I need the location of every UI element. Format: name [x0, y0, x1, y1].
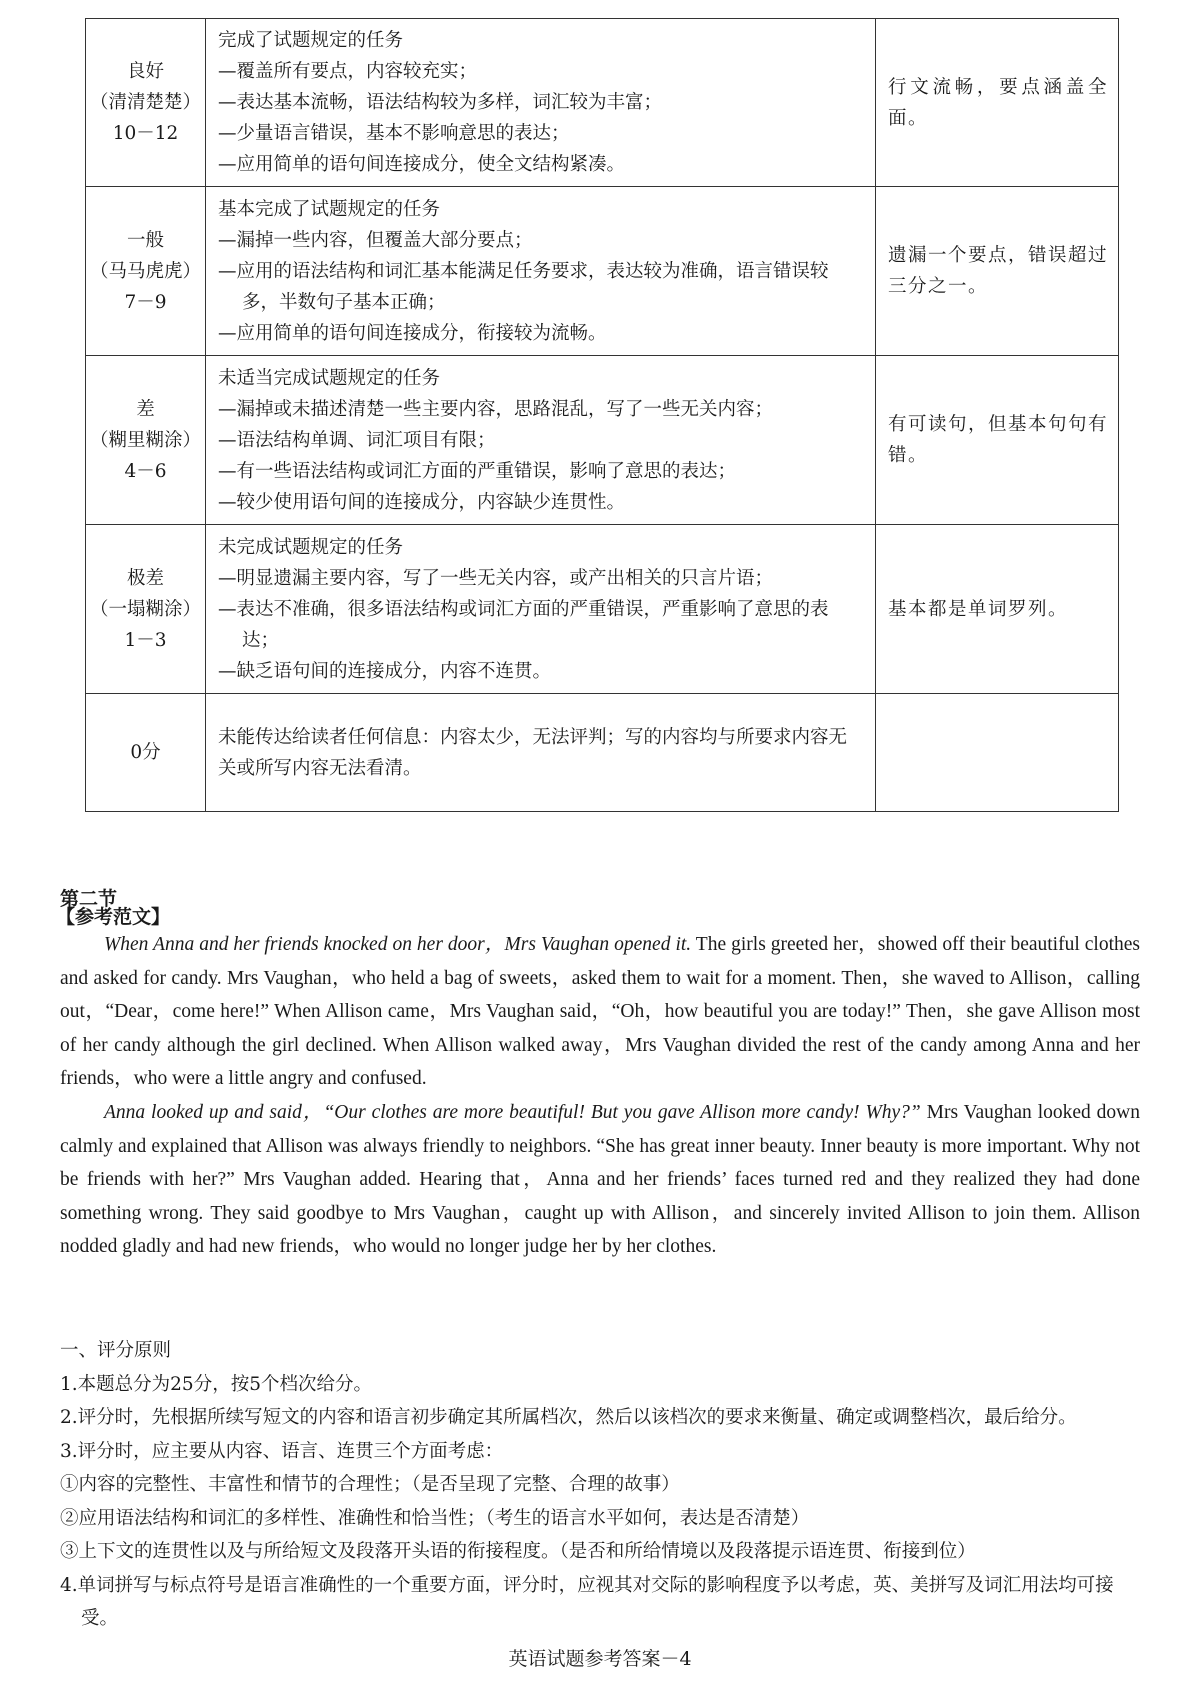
criteria-title: 未适当完成试题规定的任务 — [218, 367, 441, 389]
principle-subitem: ②应用语法结构和词汇的多样性、准确性和恰当性；（考生的语言水平如何，表达是否清楚） — [60, 1507, 810, 1529]
criteria-item: —应用简单的语句间连接成分，衔接较为流畅。 — [218, 322, 607, 344]
criteria-cell — [206, 525, 876, 694]
grade-score-range: 7－9 — [124, 291, 167, 313]
table-row — [86, 694, 1119, 812]
principle-item: 1.本题总分为25分，按5个档次给分。 — [60, 1373, 372, 1395]
grade-label: 良好 — [126, 61, 164, 82]
criteria-item: —少量语言错误，基本不影响意思的表达； — [218, 123, 570, 144]
grade-cell — [86, 187, 206, 356]
grade-score-range: 1－3 — [124, 629, 167, 651]
grade-label: 一般 — [126, 229, 164, 251]
criteria-cell — [206, 19, 876, 187]
criteria-item: —漏掉或未描述清楚一些主要内容，思路混乱，写了一些无关内容； — [218, 398, 774, 420]
principle-subitem: ①内容的完整性、丰富性和情节的合理性；（是否呈现了完整、合理的故事） — [60, 1474, 680, 1495]
criteria-title: 完成了试题规定的任务 — [218, 30, 404, 51]
grade-sub-label: （马马虎虎） — [89, 260, 201, 282]
essay-text: Mrs Vaughan looked down calmly and explained that Allison was always friendly to neighbors. “She has great inner beauty. Inner beauty is more important. Why not be friends with her?” Mrs Vaughan added. Hearing that，Anna and her friends’ faces turned red and they realized they had done something wrong. They said goodbye to Mrs Vaughan，caught up with Allison，and sincerely invited Allison to join them. Allison nodded gladly and had new friends，who would no longer judge her by her clothes. — [60, 1101, 1140, 1258]
grade-zero-cell: 0分 — [86, 694, 206, 812]
criteria-item: —表达不准确，很多语法结构或词汇方面的严重错误，严重影响了意思的表达； — [218, 598, 829, 651]
essay-text: The girls greeted her，showed off their beautiful clothes and asked for candy. Mrs Vaughan，who held a bag of sweets，asked them to wait for a moment. Then，she waved to Allison，calling out，“Dear，come here!” When Allison came，Mrs Vaughan said，“Oh，how beautiful you are today!” Then，she gave Allison most of her candy although the girl declined. When Allison walked away，Mrs Vaughan divided the rest of the candy among Anna and her friends，who were a little angry and confused. — [60, 934, 1140, 1090]
comment-cell — [876, 694, 1119, 812]
essay-given-opening: Anna looked up and said，“Our clothes are more beautiful! But you gave Allison more candy! Why?” — [104, 1101, 921, 1123]
table-row — [86, 356, 1119, 525]
grade-score-range: 4－6 — [124, 460, 167, 482]
comment-cell: 遗漏一个要点，错误超过三分之一。 — [876, 187, 1119, 356]
scoring-principles — [60, 1334, 1145, 1636]
page-footer: 英语试题参考答案－4 — [508, 1648, 692, 1670]
grade-cell — [86, 525, 206, 694]
criteria-item: —较少使用语句间的连接成分，内容缺少连贯性。 — [218, 491, 626, 513]
criteria-item: —应用简单的语句间连接成分，使全文结构紧凑。 — [218, 154, 626, 175]
grade-label: 差 — [136, 398, 155, 420]
sample-essay — [60, 928, 1140, 1264]
grade-sub-label: （一塌糊涂） — [89, 598, 201, 620]
criteria-title: 未完成试题规定的任务 — [218, 536, 404, 558]
grade-label: 极差 — [126, 567, 164, 589]
principle-item: 3.评分时，应主要从内容、语言、连贯三个方面考虑： — [60, 1440, 504, 1462]
comment-cell: 基本都是单词罗列。 — [876, 525, 1119, 694]
criteria-item: —有一些语法结构或词汇方面的严重错误，影响了意思的表达； — [218, 460, 737, 482]
criteria-cell — [206, 187, 876, 356]
grade-sub-label: （糊里糊涂） — [89, 429, 201, 451]
grade-cell — [86, 19, 206, 187]
scoring-rubric-table — [85, 18, 1119, 812]
grade-sub-label: （清清楚楚） — [89, 92, 201, 113]
criteria-item: —表达基本流畅，语法结构较为多样，词汇较为丰富； — [218, 92, 663, 113]
criteria-cell: 未能传达给读者任何信息：内容太少，无法评判；写的内容均与所要求内容无关或所写内容无法看清。 — [206, 694, 876, 812]
principle-subitem: ③上下文的连贯性以及与所给短文及段落开头语的衔接程度。（是否和所给情境以及段落提示语连贯、衔接到位） — [60, 1541, 976, 1562]
comment-cell: 行文流畅，要点涵盖全面。 — [876, 19, 1119, 187]
comment-cell: 有可读句，但基本句句有错。 — [876, 356, 1119, 525]
sample-essay-heading: 【参考范文】 — [56, 906, 171, 928]
grade-cell — [86, 356, 206, 525]
table-row — [86, 525, 1119, 694]
essay-paragraph — [60, 928, 1140, 1096]
table-row — [86, 187, 1119, 356]
criteria-item: —应用的语法结构和词汇基本能满足任务要求，表达较为准确，语言错误较多，半数句子基本正确； — [218, 260, 829, 313]
criteria-title: 基本完成了试题规定的任务 — [218, 198, 441, 220]
principles-heading: 一、评分原则 — [60, 1340, 172, 1361]
essay-given-opening: When Anna and her friends knocked on her door，Mrs Vaughan opened it. — [104, 934, 692, 955]
principle-item: 2.评分时，先根据所续写短文的内容和语言初步确定其所属档次，然后以该档次的要求来衡量、确定或调整档次，最后给分。 — [60, 1407, 1077, 1428]
table-row — [86, 19, 1119, 187]
section-title: 第二节 — [60, 888, 118, 910]
essay-paragraph — [60, 1096, 1140, 1264]
criteria-cell — [206, 356, 876, 525]
principle-item: 4.单词拼写与标点符号是语言准确性的一个重要方面，评分时，应视其对交际的影响程度予以考虑，英、美拼写及词汇用法均可接受。 — [60, 1574, 1114, 1629]
criteria-item: —漏掉一些内容，但覆盖大部分要点； — [218, 229, 533, 251]
criteria-item: —覆盖所有要点，内容较充实； — [218, 61, 478, 82]
criteria-item: —语法结构单调、词汇项目有限； — [218, 429, 496, 451]
criteria-item: —缺乏语句间的连接成分，内容不连贯。 — [218, 660, 552, 682]
criteria-item: —明显遗漏主要内容，写了一些无关内容，或产出相关的只言片语； — [218, 567, 774, 589]
grade-score-range: 10－12 — [112, 123, 179, 144]
